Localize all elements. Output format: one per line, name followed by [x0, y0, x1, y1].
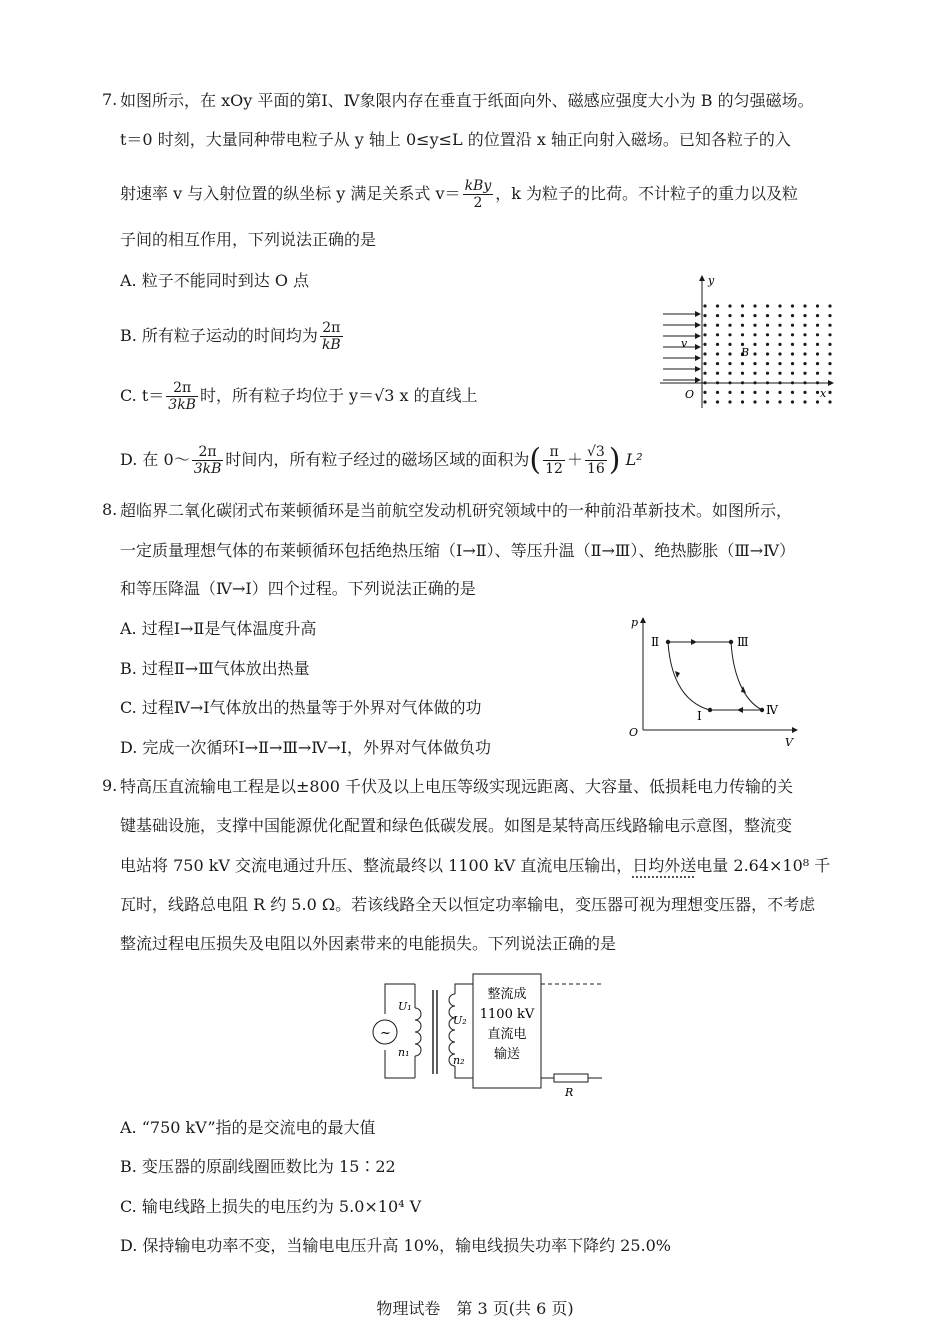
field-dot: [766, 381, 769, 384]
field-dot: [703, 333, 706, 336]
origin-label: O: [629, 726, 639, 739]
field-dot: [716, 333, 719, 336]
q7-option-d: [120, 444, 643, 477]
q8-number: 8.: [102, 500, 118, 519]
field-dot: [828, 381, 831, 384]
field-dot: [753, 400, 756, 403]
ac-source-symbol: ~: [380, 1026, 391, 1041]
field-dot: [803, 400, 806, 403]
q7-d-fraction-1: [543, 444, 565, 477]
q9-transmission-circuit: [360, 972, 610, 1097]
field-dot: [766, 314, 769, 317]
fraction-numerator: √3: [586, 444, 605, 460]
n2-label: n₂: [453, 1054, 465, 1067]
field-dot: [716, 391, 719, 394]
right-paren: ): [608, 442, 621, 478]
field-dot: [828, 314, 831, 317]
field-dot: [828, 400, 831, 403]
q7-number: 7.: [102, 90, 118, 109]
field-dot: [741, 362, 744, 365]
q8-stem-line1: 超临界二氧化碳闭式布莱顿循环是当前航空发动机研究领域中的一种前沿革新技术。如图所示，: [120, 501, 793, 520]
field-dot: [741, 333, 744, 336]
field-dot: [753, 372, 756, 375]
field-dot: [791, 333, 794, 336]
field-dot: [828, 362, 831, 365]
field-dot: [741, 372, 744, 375]
q9-option-a: A. “750 kV”指的是交流电的最大值: [120, 1118, 376, 1137]
field-dot: [816, 362, 819, 365]
field-dot: [791, 343, 794, 346]
field-dot: [791, 304, 794, 307]
field-dot: [716, 381, 719, 384]
y-axis-label: y: [708, 274, 715, 287]
option-text: D. 在 0～: [120, 450, 190, 469]
q8-stem-line2: 一定质量理想气体的布莱顿循环包括绝热压缩（Ⅰ→Ⅱ）、等压升温（Ⅱ→Ⅲ）、绝热膨胀（Ⅲ→Ⅳ）: [120, 541, 796, 560]
q7-magnetic-field-figure: [655, 268, 840, 413]
process-3-4: [731, 642, 762, 710]
field-dot: [816, 304, 819, 307]
fraction-numerator: π: [543, 444, 565, 461]
field-dot: [791, 400, 794, 403]
rectifier-label-1: 整流成: [487, 987, 527, 1002]
field-dot: [828, 391, 831, 394]
q9-stem-line1: 特高压直流输电工程是以±800 千伏及以上电压等级实现远距离、大容量、低损耗电力传输的关: [120, 777, 794, 796]
field-dot: [828, 333, 831, 336]
rectifier-label-3: 直流电: [487, 1027, 527, 1042]
stem-text: 电站将 750 kV 交流电通过升压、整流最终以 1100 kV 直流电压输出，: [120, 856, 633, 875]
field-dot: [828, 343, 831, 346]
q8-pv-diagram: [625, 612, 805, 750]
field-dot: [816, 352, 819, 355]
fraction-denominator: 3kB: [193, 461, 222, 477]
field-dot: [728, 381, 731, 384]
q8-option-d: D. 完成一次循环Ⅰ→Ⅱ→Ⅲ→Ⅳ→Ⅰ，外界对气体做负功: [120, 738, 491, 757]
x-axis-label: x: [820, 387, 827, 400]
field-dot: [716, 304, 719, 307]
field-dot: [716, 372, 719, 375]
fraction-denominator: 3kB: [168, 397, 196, 413]
field-dot: [741, 314, 744, 317]
field-dot: [741, 324, 744, 327]
field-dot: [728, 400, 731, 403]
field-dot: [766, 391, 769, 394]
option-text-mid: 时间内，所有粒子经过的磁场区域的面积为: [225, 450, 530, 469]
field-dot: [703, 352, 706, 355]
q7-option-c: [120, 380, 478, 413]
stem-text-tail: 电量 2.64×10⁸ 千: [696, 856, 831, 875]
field-dot: [791, 372, 794, 375]
field-dot: [716, 343, 719, 346]
q7-stem-line4: 子间的相互作用，下列说法正确的是: [120, 230, 377, 249]
q9-option-c: C. 输电线路上损失的电压约为 5.0×10⁴ V: [120, 1197, 422, 1216]
field-dot: [703, 400, 706, 403]
q7-line3-pre: 射速率 v 与入射位置的纵坐标 y 满足关系式 v＝: [120, 184, 461, 203]
n1-label: n₁: [398, 1046, 410, 1059]
rectifier-label-2: 1100 kV: [479, 1007, 535, 1022]
field-dot: [791, 391, 794, 394]
field-dot: [816, 400, 819, 403]
primary-coil: [415, 1008, 421, 1056]
field-dot: [766, 372, 769, 375]
q9-option-b: B. 变压器的原副线圈匝数比为 15∶22: [120, 1157, 396, 1176]
field-dot: [791, 324, 794, 327]
field-dot: [753, 352, 756, 355]
field-dots: [703, 304, 831, 403]
secondary-wire-bottom: [455, 1066, 473, 1078]
field-dot: [778, 372, 781, 375]
field-dot: [753, 314, 756, 317]
field-dot: [828, 352, 831, 355]
u2-label: U₂: [453, 1014, 467, 1027]
field-dot: [728, 304, 731, 307]
state-3-point: [729, 640, 733, 644]
secondary-wire-top: [455, 984, 473, 994]
q8-option-a: A. 过程Ⅰ→Ⅱ是气体温度升高: [120, 619, 317, 638]
field-dot: [828, 324, 831, 327]
state-2-label: Ⅱ: [651, 635, 660, 649]
field-dot: [766, 304, 769, 307]
fraction-numerator: 2π: [166, 380, 198, 397]
field-dot: [791, 314, 794, 317]
field-dot: [816, 381, 819, 384]
field-dot: [716, 314, 719, 317]
option-text: B. 所有粒子运动的时间均为: [120, 326, 318, 345]
field-dot: [728, 333, 731, 336]
q8-option-c: C. 过程Ⅳ→Ⅰ气体放出的热量等于外界对气体做的功: [120, 698, 482, 717]
field-dot: [778, 324, 781, 327]
field-dot: [803, 314, 806, 317]
fraction-denominator: 2: [473, 195, 483, 211]
field-dot: [753, 362, 756, 365]
field-dot: [791, 352, 794, 355]
field-dot: [753, 343, 756, 346]
field-dot: [703, 372, 706, 375]
fraction-denominator: 12: [545, 461, 563, 477]
q7-d-fraction-2: [585, 444, 607, 477]
q8-option-b: B. 过程Ⅱ→Ⅲ气体放出热量: [120, 659, 310, 678]
fraction-denominator: 16: [586, 461, 605, 477]
q7-d-fraction-time: [192, 444, 224, 477]
field-dot: [778, 343, 781, 346]
q9-stem-line2: 键基础设施，支撑中国能源优化配置和绿色低碳发展。如图是某特高压线路输电示意图，整流变: [120, 816, 793, 835]
field-dot: [803, 304, 806, 307]
q7-option-a: A. 粒子不能同时到达 O 点: [120, 271, 310, 290]
p-axis-label: p: [631, 616, 639, 629]
field-dot: [753, 304, 756, 307]
field-dot: [778, 362, 781, 365]
field-dot: [803, 343, 806, 346]
state-4-point: [760, 708, 764, 712]
process-1-2: [668, 642, 710, 710]
field-dot: [803, 372, 806, 375]
q7-stem-line1: 如图所示，在 xOy 平面的第Ⅰ、Ⅳ象限内存在垂直于纸面向外、磁感应强度大小为 B 的匀强磁场。: [120, 91, 814, 110]
fraction-numerator: kBy: [464, 178, 492, 194]
q7-c-fraction: [166, 380, 198, 413]
state-4-label: Ⅳ: [766, 703, 778, 717]
fraction-numerator: 2π: [320, 320, 343, 337]
field-dot: [803, 381, 806, 384]
field-dot: [816, 343, 819, 346]
state-2-point: [666, 640, 670, 644]
q9-stem-line5: 整流过程电压损失及电阻以外因素带来的电能损失。下列说法正确的是: [120, 934, 617, 953]
field-dot: [828, 304, 831, 307]
field-dot: [753, 381, 756, 384]
area-unit: L²: [625, 450, 643, 469]
q7-b-fraction: [320, 320, 343, 353]
field-dot: [766, 324, 769, 327]
field-dot: [728, 362, 731, 365]
q7-velocity-fraction: [463, 178, 494, 211]
field-dot: [803, 324, 806, 327]
q8-stem-line3: 和等压降温（Ⅳ→Ⅰ）四个过程。下列说法正确的是: [120, 579, 476, 598]
q7-line3-post: ，k 为粒子的比荷。不计粒子的重力以及粒: [495, 184, 799, 203]
option-text-tail: 时，所有粒子均位于 y＝√3 x 的直线上: [199, 386, 478, 405]
field-dot: [778, 333, 781, 336]
field-dot: [728, 314, 731, 317]
field-dot: [741, 391, 744, 394]
state-1-label: Ⅰ: [697, 709, 702, 723]
field-dot: [716, 324, 719, 327]
field-dot: [766, 352, 769, 355]
field-dot: [728, 343, 731, 346]
field-dot: [791, 362, 794, 365]
field-dot: [753, 391, 756, 394]
left-paren: (: [529, 442, 542, 478]
field-dot: [728, 352, 731, 355]
u1-label: U₁: [398, 1000, 412, 1013]
plus-sign: ＋: [566, 450, 583, 469]
field-dot: [766, 333, 769, 336]
field-dot: [778, 314, 781, 317]
origin-label: O: [685, 388, 695, 401]
rectifier-label-4: 输送: [493, 1047, 521, 1062]
fraction-denominator: kB: [321, 337, 341, 353]
field-dot: [766, 400, 769, 403]
emphasis-text: 日均外送: [632, 856, 697, 875]
field-dot: [741, 381, 744, 384]
field-dot: [728, 372, 731, 375]
field-dot: [703, 362, 706, 365]
q9-stem-line4: 瓦时，线路总电阻 R 约 5.0 Ω。若该线路全天以恒定功率输电，变压器可视为理想变压器，不考虑: [120, 895, 816, 914]
q7-stem-line2: t＝0 时刻，大量同种带电粒子从 y 轴上 0≤y≤L 的位置沿 x 轴正向射入磁场。已知各粒子的入: [120, 130, 791, 149]
field-dot: [728, 324, 731, 327]
resistor-label: R: [565, 1086, 574, 1097]
q7-option-b: [120, 320, 345, 353]
field-dot: [803, 391, 806, 394]
field-dot: [828, 372, 831, 375]
field-dot: [703, 324, 706, 327]
q9-option-d: D. 保持输电功率不变，当输电电压升高 10%，输电线损失功率下降约 25.0%: [120, 1236, 671, 1255]
field-dot: [816, 391, 819, 394]
arrow-2-3: [691, 639, 697, 645]
field-dot: [778, 400, 781, 403]
field-dot: [803, 352, 806, 355]
line-resistor: [554, 1074, 588, 1082]
fraction-numerator: 2π: [192, 444, 224, 461]
field-dot: [816, 314, 819, 317]
field-dot: [728, 391, 731, 394]
field-dot: [741, 400, 744, 403]
v-axis-label: V: [785, 736, 793, 749]
field-dot: [778, 381, 781, 384]
q7-stem-line3: [120, 178, 798, 211]
field-dot: [791, 381, 794, 384]
field-dot: [816, 333, 819, 336]
field-dot: [816, 372, 819, 375]
q9-stem-line3: [120, 855, 830, 877]
arrow-1-2: [675, 671, 680, 678]
field-dot: [753, 333, 756, 336]
field-dot: [703, 314, 706, 317]
field-label: B: [741, 346, 750, 359]
field-dot: [803, 362, 806, 365]
field-dot: [778, 391, 781, 394]
field-dot: [716, 400, 719, 403]
q9-number: 9.: [102, 776, 118, 795]
state-3-label: Ⅲ: [737, 635, 749, 649]
field-dot: [703, 304, 706, 307]
field-dot: [778, 304, 781, 307]
field-dot: [816, 324, 819, 327]
field-dot: [741, 304, 744, 307]
arrow-4-1: [737, 707, 743, 713]
field-dot: [753, 324, 756, 327]
field-dot: [778, 352, 781, 355]
field-dot: [766, 343, 769, 346]
field-dot: [703, 381, 706, 384]
state-1-point: [708, 708, 712, 712]
field-dot: [766, 362, 769, 365]
field-dot: [716, 362, 719, 365]
velocity-label: v: [681, 337, 688, 350]
field-dot: [703, 391, 706, 394]
page-footer: 物理试卷 第 3 页(共 6 页): [376, 1299, 574, 1318]
field-dot: [716, 352, 719, 355]
field-dot: [703, 343, 706, 346]
option-text: C. t＝: [120, 386, 165, 405]
field-dot: [803, 333, 806, 336]
